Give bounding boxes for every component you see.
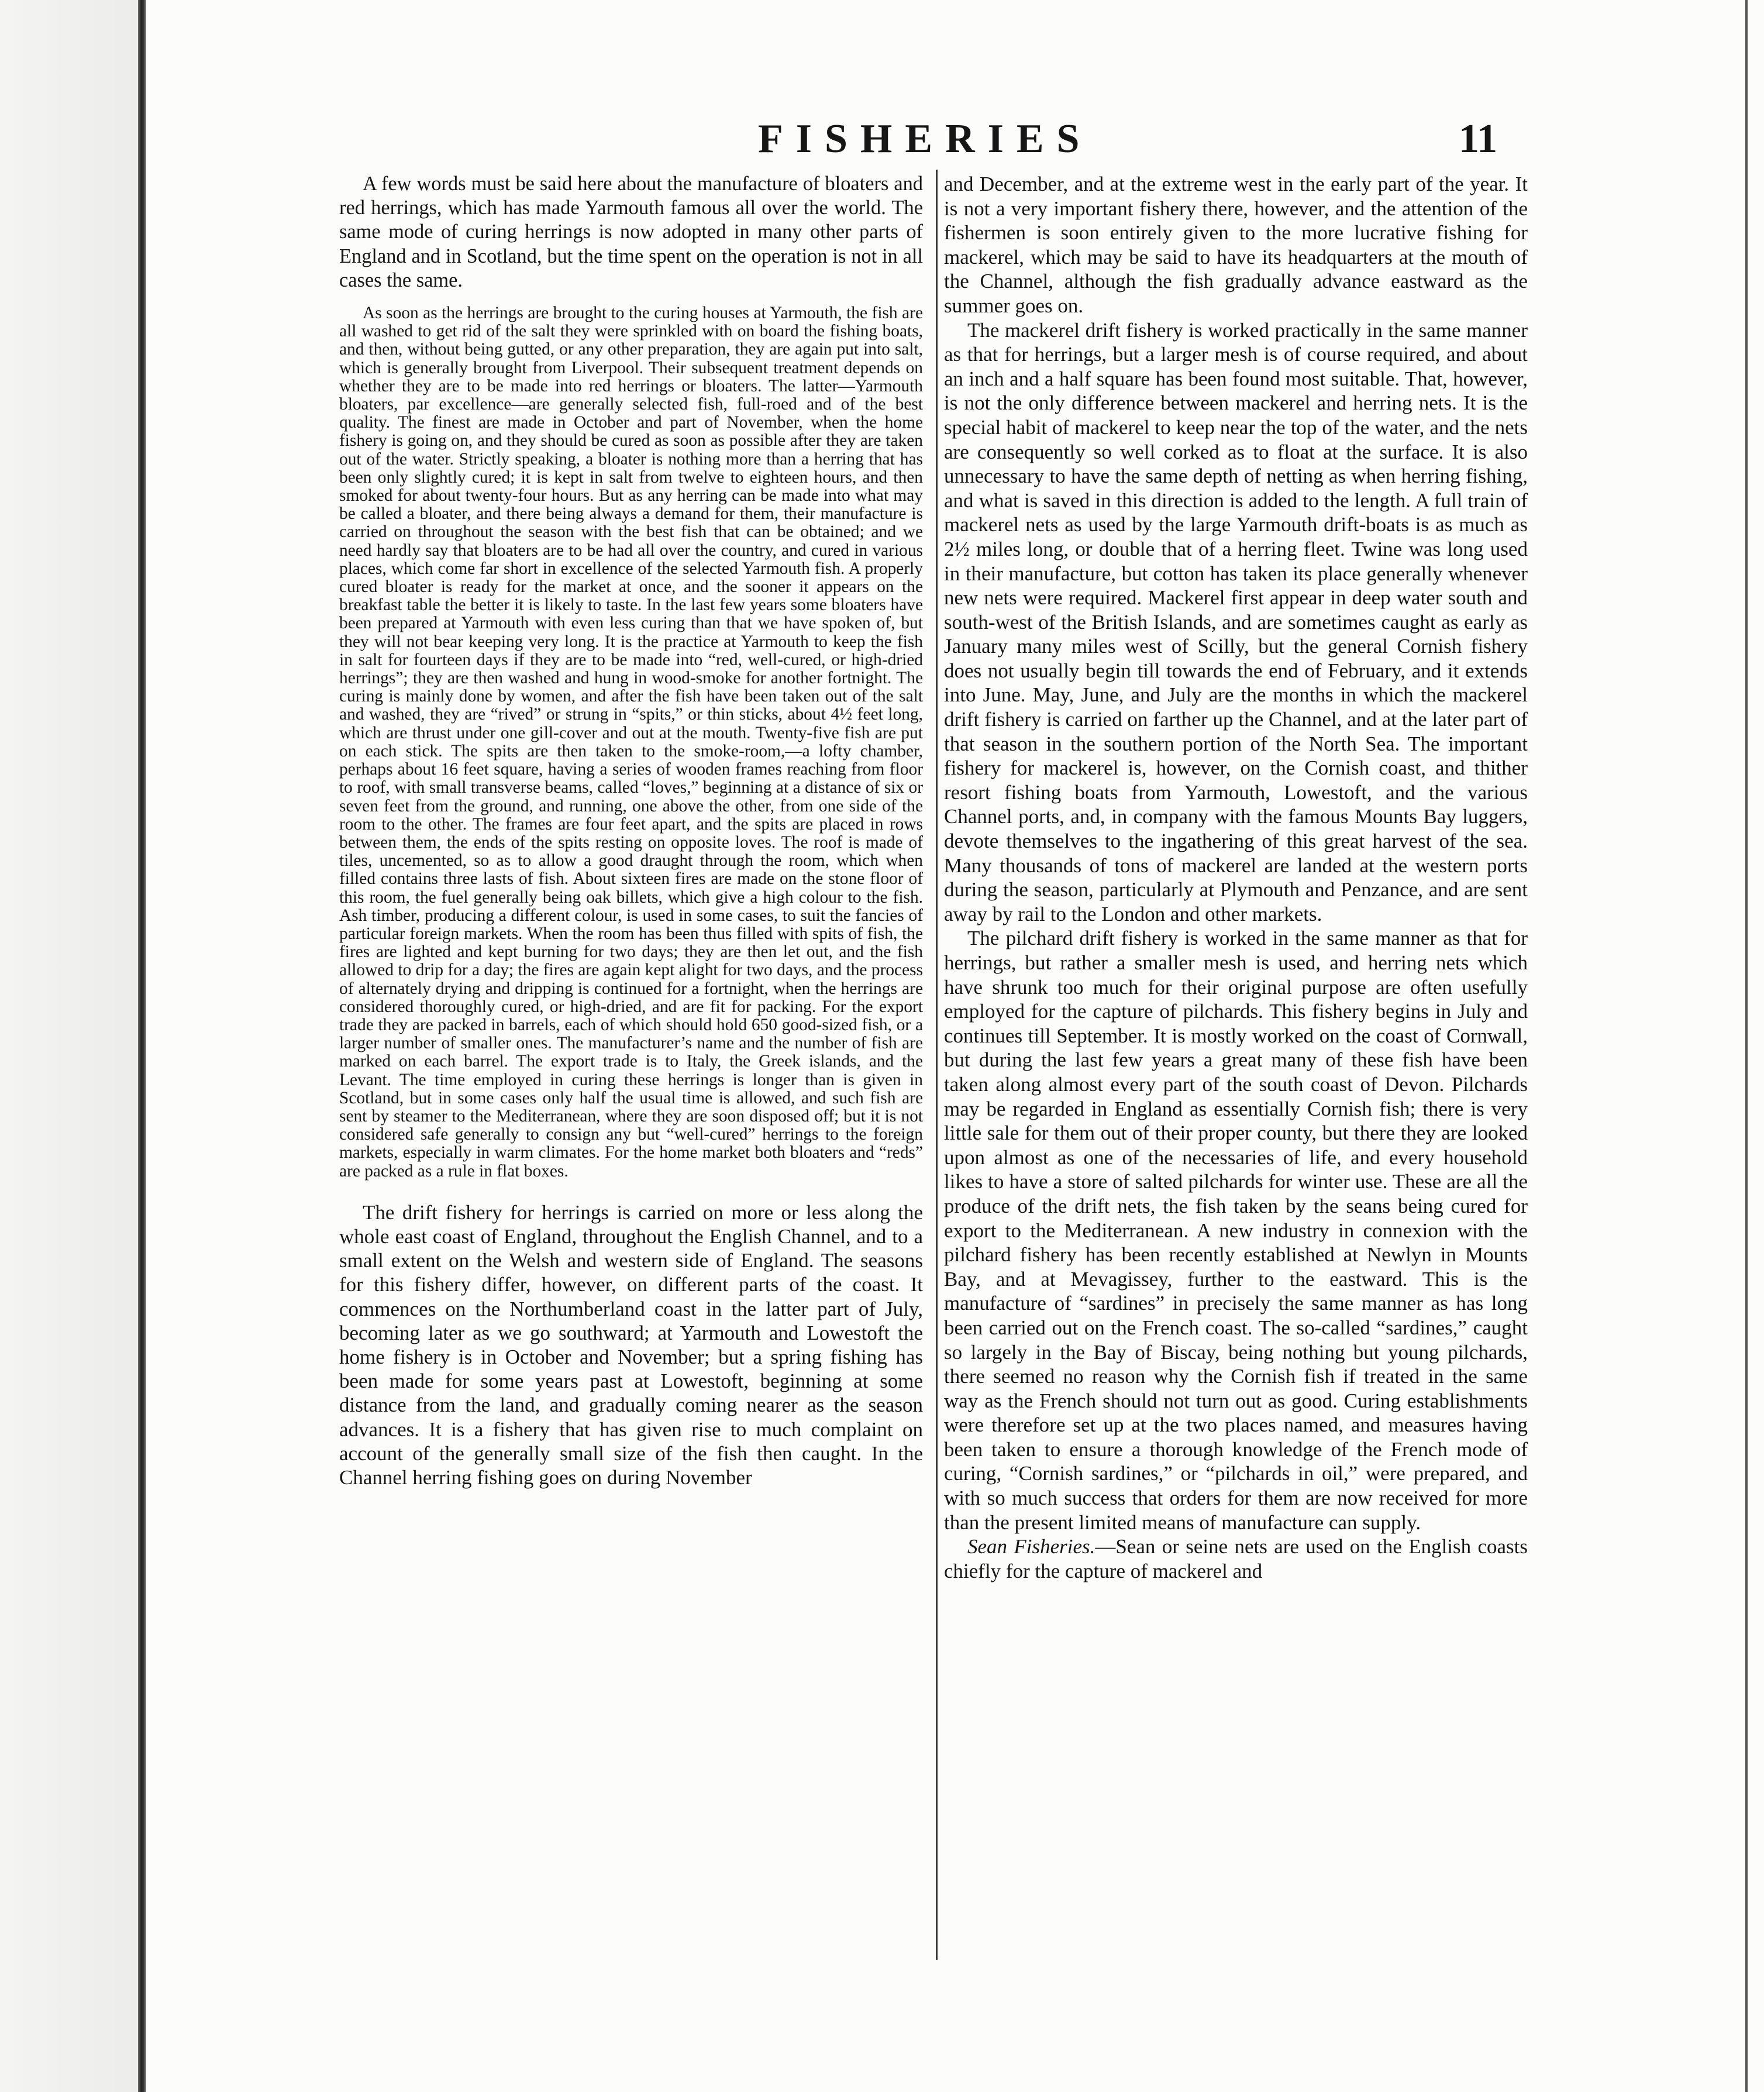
page-number: 11	[1459, 116, 1498, 161]
section-heading-sean: Sean Fisheries.	[967, 1535, 1095, 1558]
left-column	[339, 172, 923, 1489]
column-divider	[936, 170, 938, 1960]
paragraph-curing-process: As soon as the herrings are brought to the curing houses at Yarmouth, the fish are all washed to get rid of the salt they were sprinkled with on board the fishing boats, and then, without being gutted, or any other preparation, they are again put into salt, which is generally brought from Liverpool. Their subsequent treatment depends on whether they are to be made into red herrings or bloaters. The latter—Yarmouth bloaters, par excellence—are generally selected fish, full-roed and of the best quality. The finest are made in October and part of November, when the home fishery is going on, and they should be cured as soon as possible after they are taken out of the water. Strictly speaking, a bloater is nothing more than a herring that has been only slightly cured; it is kept in salt from twelve to eighteen hours, and then smoked for about twenty-four hours. But as any herring can be made into what may be called a bloater, and there being always a demand for them, their manufacture is carried on throughout the season with the best fish that can be obtained; and we need hardly say that bloaters are to be had all over the country, and cured in various places, which come far short in excellence of the selected Yarmouth fish. A properly cured bloater is ready for the market at once, and the sooner it appears on the breakfast table the better it is likely to taste. In the last few years some bloaters have been prepared at Yarmouth with even less curing than that we have spoken of, but they will not bear keeping very long. It is the practice at Yarmouth to keep the fish in salt for fourteen days if they are to be made into “red, well-cured, or high-dried herrings”; they are then washed and hung in wood-smoke for another fortnight. The curing is mainly done by women, and after the fish have been taken out of the salt and washed, they are “rived” or strung in “spits,” or thin sticks, about 4½ feet long, which are thrust under one gill-cover and out at the mouth. Twenty-five fish are put on each stick. The spits are then taken to the smoke-room,—a lofty chamber, perhaps about 16 feet square, having a series of wooden frames reaching from floor to roof, with small transverse beams, called “loves,” beginning at a distance of six or seven feet from the ground, and running, one above the other, from one side of the room to the other. The frames are four feet apart, and the spits are placed in rows between them, the ends of the spits resting on opposite loves. The roof is made of tiles, uncemented, so as to allow a good draught through the room, which when filled contains three lasts of fish. About sixteen fires are made on the stone floor of this room, the fuel generally being oak billets, which give a high colour to the fish. Ash timber, producing a different colour, is used in some cases, to suit the fancies of particular foreign markets. When the room has been thus filled with spits of fish, the fires are lighted and kept burning for two days; they are then let out, and the fish allowed to drip for a day; the fires are again kept alight for two days, and the process of alternately drying and dripping is continued for a fortnight, when the herrings are considered thoroughly cured, or high-dried, and are fit for packing. For the export trade they are packed in barrels, each of which should hold 650 good-sized fish, or a larger number of smaller ones. The manufacturer’s name and the number of fish are marked on each barrel. The export trade is to Italy, the Greek islands, and the Levant. The time employed in curing these herrings is longer than is given in Scotland, but in some cases only half the usual time is allowed, and such fish are sent by steamer to the Mediterranean, where they are soon disposed off; but it is not considered safe generally to consign any but “well-cured” herrings to the foreign markets, especially in warm climates. For the home market both bloaters and “reds” are packed as a rule in flat boxes.	[339, 304, 923, 1181]
paragraph-sean-fisheries	[944, 1534, 1528, 1583]
running-head: FISHERIES	[758, 116, 1093, 161]
page-edge	[1745, 0, 1748, 2092]
paragraph-mackerel-fishery: The mackerel drift fishery is worked practically in the same manner as that for herrings, but a larger mesh is of course required, and about an inch and a half square has been found most suitable. That, however, is not the only difference between mackerel and herring nets. It is the special habit of mackerel to keep near the top of the water, and the nets are consequently so well corked as to float at the surface. It is also unnecessary to have the same depth of netting as when herring fishing, and what is saved in this direction is added to the length. A full train of mackerel nets as used by the large Yarmouth drift-boats is as much as 2½ miles long, or double that of a herring fleet. Twine was long used in their manufacture, but cotton has taken its place generally whenever new nets were required. Mackerel first appear in deep water south and south-west of the British Islands, and are sometimes caught as early as January many miles west of Scilly, but the general Cornish fishery does not usually begin till towards the end of February, and it extends into June. May, June, and July are the months in which the mackerel drift fishery is carried on farther up the Channel, and at the later part of that season in the southern portion of the North Sea. The important fishery for mackerel is, however, on the Cornish coast, and thither resort fishing boats from Yarmouth, Lowestoft, and the various Channel ports, and, in company with the famous Mounts Bay luggers, devote themselves to the ingathering of this great harvest of the sea. Many thousands of tons of mackerel are landed at the western ports during the season, particularly at Plymouth and Penzance, and are sent away by rail to the London and other markets.	[944, 318, 1528, 925]
sean-paragraph-text: —Sean or seine nets are used on the English coasts chiefly for the capture of mackerel and	[944, 1535, 1528, 1582]
page-gutter	[0, 0, 138, 2092]
paragraph-drift-fishery: The drift fishery for herrings is carried on more or less along the whole east coast of England, throughout the English Channel, and to a small extent on the Welsh and western side of England. The seasons for this fishery differ, however, on different parts of the coast. It commences on the Northumberland coast in the latter part of July, becoming later as we go southward; at Yarmouth and Lowestoft the home fishery is in October and November; but a spring fishing has been made for some years past at Lowestoft, beginning at some distance from the land, and gradually coming nearer as the season advances. It is a fishery that has given rise to much complaint on account of the generally small size of the fish then caught. In the Channel herring fishing goes on during November	[339, 1200, 923, 1489]
paragraph-pilchard-fishery: The pilchard drift fishery is worked in the same manner as that for herrings, but rather a smaller mesh is used, and herring nets which have shrunk too much for their original purpose are often usefully employed for the capture of pilchards. This fishery begins in July and continues till September. It is mostly worked on the coast of Cornwall, but during the last few years a great many of these fish have been taken along almost every part of the south coast of Devon. Pilchards may be regarded in England as essentially Cornish fish; there is very little sale for them out of their proper county, but there they are looked upon almost as one of the necessaries of life, and every household likes to have a store of salted pilchards for winter use. These are all the produce of the drift nets, the fish taken by the seans being cured for export to the Mediterranean. A new industry in connexion with the pilchard fishery has been recently established at Newlyn in Mounts Bay, and at Mevagissey, further to the eastward. This is the manufacture of “sardines” in precisely the same manner as has long been carried out on the French coast. The so-called “sardines,” caught so largely in the Bay of Biscay, being nothing but young pilchards, there seemed no reason why the Cornish fish if treated in the same way as the French should not turn out as good. Curing establishments were therefore set up at the two places named, and measures having been taken to ensure a thorough knowledge of the French mode of curing, “Cornish sardines,” or “pilchards in oil,” were prepared, and with so much success that orders for them are now received for more than the present limited means of manufacture can supply.	[944, 927, 1528, 1534]
paragraph-channel-continuation: and December, and at the extreme west in the early part of the year. It is not a very important fishery there, however, and the attention of the fishermen is soon entirely given to the more lucrative fishing for mackerel, which may be said to have its headquarters at the mouth of the Channel, although the fish gradually advance eastward as the summer goes on.	[944, 173, 1528, 317]
paragraph-bloaters-intro: A few words must be said here about the manufacture of bloaters and red herrings, which has made Yarmouth famous all over the world. The same mode of curing herrings is now adopted in many other parts of England and in Scotland, but the time spent on the operation is not in all cases the same.	[339, 173, 923, 291]
right-column	[944, 172, 1528, 1583]
binding-edge	[138, 0, 146, 2092]
